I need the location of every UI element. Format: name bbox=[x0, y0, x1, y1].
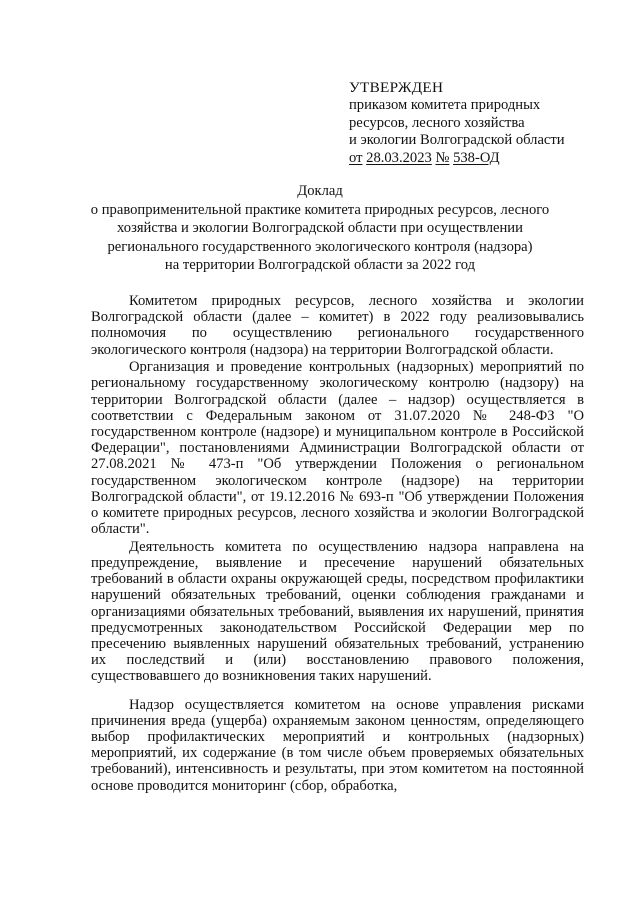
approval-heading: УТВЕРЖДЕН bbox=[349, 79, 444, 96]
number-prefix: № bbox=[435, 149, 450, 166]
date-prefix: от bbox=[349, 149, 363, 166]
approval-line: ресурсов, лесного хозяйства bbox=[349, 114, 525, 131]
report-title-block bbox=[80, 182, 560, 275]
approval-date-line bbox=[349, 150, 565, 167]
approval-line: приказом комитета природных bbox=[349, 97, 541, 114]
approval-number: 538-ОД bbox=[453, 149, 500, 166]
report-subtitle-line: регионального государственного экологического контроля (надзора) bbox=[107, 238, 533, 255]
report-subtitle-line: хозяйства и экологии Волгоградской области при осуществлении bbox=[117, 220, 523, 237]
body-paragraph: Организация и проведение контрольных (надзорных) мероприятий по региональному государственному экологическому контролю (надзору) на территории Волгоградской области (далее – надзор) осуществляется в соответствии с Федеральным законом от 31.07.2020 № 248-ФЗ "О государственном контроле (надзоре) и муниципальном контроле в Российской Федерации", постановлениями Администрации Волгоградской области от 27.08.2021 № 473-п "Об утверждении Положения о региональном государственном экологическом контроле (надзоре) на территории Волгоградской области", от 19.12.2016 № 693-п "Об утверждении Положения о комитете природных ресурсов, лесного хозяйства и экологии Волгоградской области". bbox=[91, 359, 584, 538]
approval-line: и экологии Волгоградской области bbox=[349, 132, 565, 149]
document-body bbox=[91, 293, 584, 794]
body-paragraph: Деятельность комитета по осуществлению надзора направлена на предупреждение, выявление и пресечение нарушений обязательных требований в области охраны окружающей среды, посредством профилактики нарушений обязательных требований, оценки соблюдения гражданами и организациями обязательных требований, выявления их нарушений, принятия предусмотренных законодательством Российской Федерации мер по пресечению выявленных нарушений обязательных требований, устранению их последствий и (или) восстановлению правового положения, существовавшего до возникновения таких нарушений. bbox=[91, 538, 584, 685]
approval-date: 28.03.2023 bbox=[366, 149, 432, 166]
body-paragraph: Комитетом природных ресурсов, лесного хозяйства и экологии Волгоградской области (далее – комитет) в 2022 году реализовывались полномочия по осуществлению регионального государственного экологического контроля (надзора) на территории Волгоградской области. bbox=[91, 293, 584, 358]
report-title: Доклад bbox=[297, 183, 343, 199]
body-paragraph: Надзор осуществляется комитетом на основе управления рисками причинения вреда (ущерба) охраняемым законом ценностям, определяющего выбор профилактических мероприятий и контрольных (надзорных) мероприятий, их содержание (в том числе объем проверяемых обязательных требований), интенсивность и результаты, при этом комитетом на постоянной основе проводится мониторинг (сбор, обработка, bbox=[91, 696, 584, 794]
approval-stamp bbox=[349, 79, 565, 167]
report-subtitle-line: на территории Волгоградской области за 2022 год bbox=[164, 257, 476, 274]
report-subtitle-line: о правоприменительной практике комитета природных ресурсов, лесного bbox=[90, 201, 550, 218]
